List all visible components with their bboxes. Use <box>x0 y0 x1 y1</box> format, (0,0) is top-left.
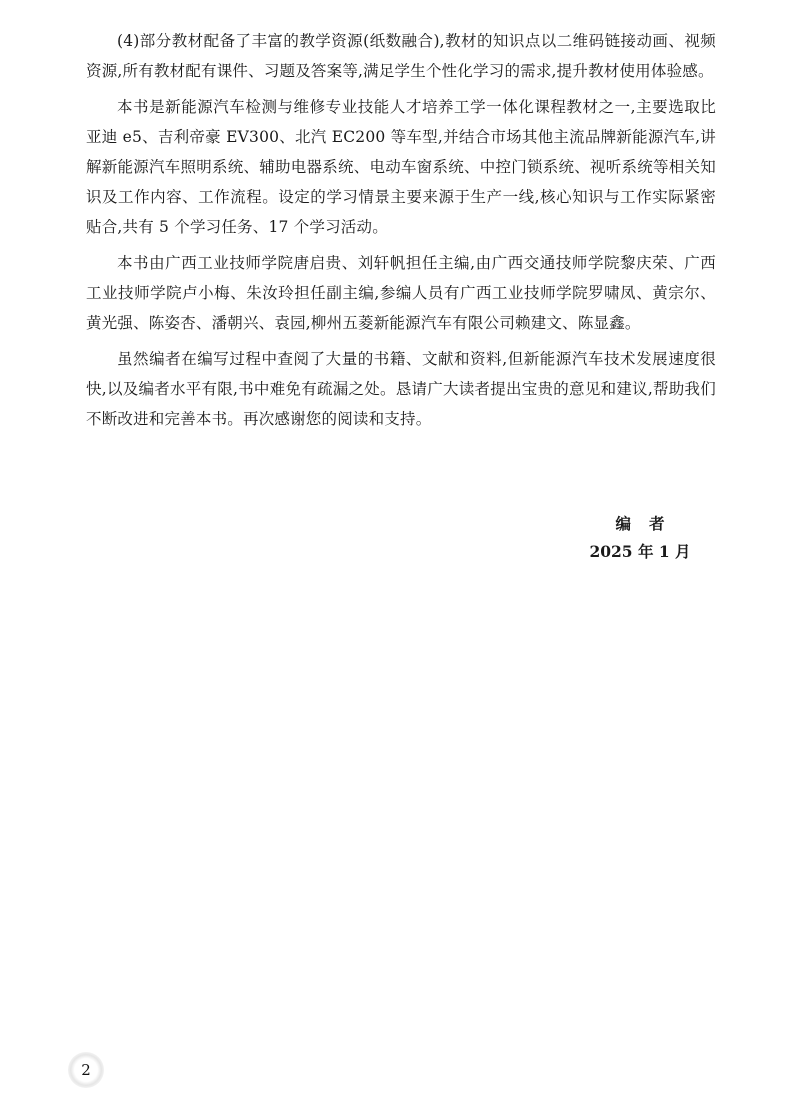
signature-name: 编者 <box>615 514 683 533</box>
paragraph-teaching-resources: (4)部分教材配备了丰富的教学资源(纸数融合),教材的知识点以二维码链接动画、视频资源,所有教材配有课件、习题及答案等,满足学生个性化学习的需求,提升教材使用体验感。 <box>86 32 716 80</box>
paragraph-book-scope: 本书是新能源汽车检测与维修专业技能人才培养工学一体化课程教材之一,主要选取比亚迪 e5、吉利帝豪 EV300、北汽 EC200 等车型,并结合市场其他主流品牌新能源汽车,讲解新能源汽车照明系统、辅助电器系统、电动车窗系统、中控门锁系统、视听系统等相关知识及工作内容、工作流程。设定的学习情景主要来源于生产一线,核心知识与工作实际紧密贴合,共有 5 个学习任务、17 个学习活动。 <box>86 98 716 236</box>
preface-body <box>86 26 716 440</box>
page-number: 2 <box>68 1052 104 1088</box>
paragraph-editors: 本书由广西工业技师学院唐启贵、刘轩帆担任主编,由广西交通技师学院黎庆荣、广西工业技师学院卢小梅、朱汝玲担任副主编,参编人员有广西工业技师学院罗啸凤、黄宗尔、黄光强、陈姿杏、潘朝兴、袁园,柳州五菱新能源汽车有限公司赖建文、陈显鑫。 <box>86 254 716 332</box>
signature-date: 2025 年 1 月 <box>589 542 691 561</box>
signature-block <box>560 510 720 566</box>
paragraph-acknowledgement: 虽然编者在编写过程中查阅了大量的书籍、文献和资料,但新能源汽车技术发展速度很快,以及编者水平有限,书中难免有疏漏之处。恳请广大读者提出宝贵的意见和建议,帮助我们不断改进和完善本书。再次感谢您的阅读和支持。 <box>86 350 716 428</box>
